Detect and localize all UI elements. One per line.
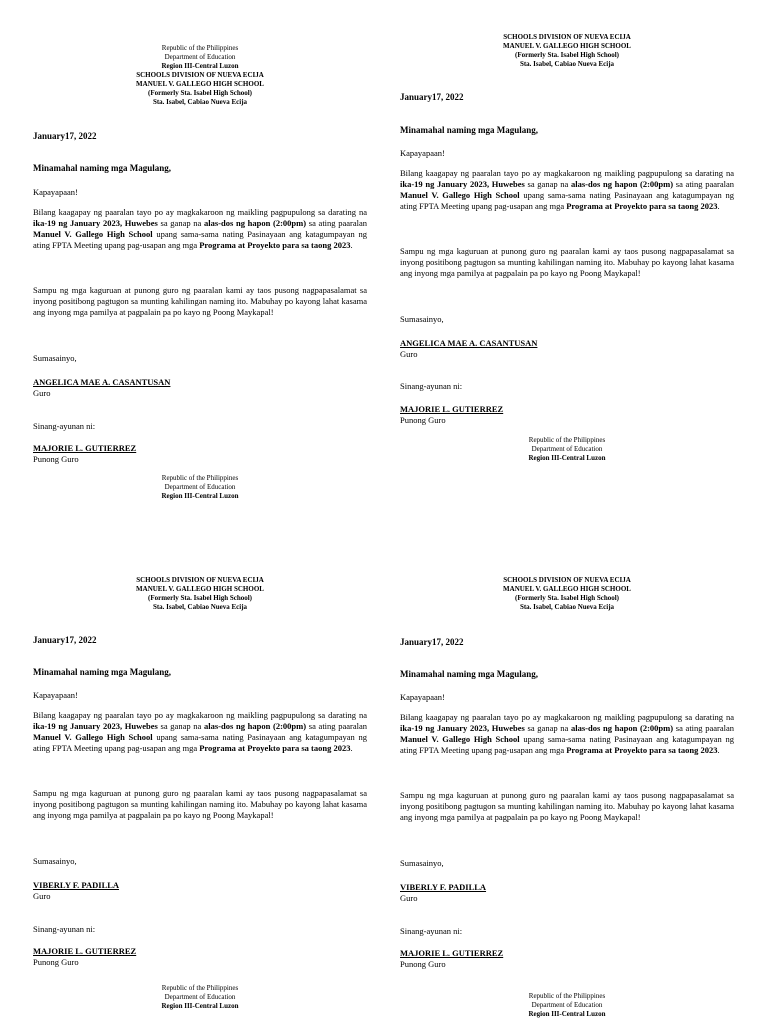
p1-meeting-time: alas-dos ng hapon (2:00pm) <box>571 179 674 189</box>
p1-school-name: Manuel V. Gallego High School <box>400 190 520 200</box>
letter-closing: Sumasainyo, <box>400 314 444 324</box>
teacher-role: Guro <box>400 893 418 903</box>
header-formerly: (Formerly Sta. Isabel High School) <box>147 89 253 97</box>
letter-paragraph-1 <box>400 712 734 756</box>
letter-greeting: Kapayapaan! <box>33 187 78 197</box>
letter-paragraph-1 <box>400 168 734 212</box>
teacher-name: ANGELICA MAE A. CASANTUSAN <box>400 338 538 348</box>
header-address: Sta. Isabel, Cabiao Nueva Ecija <box>152 603 248 611</box>
p1-meeting-date: ika-19 ng January 2023, Huwebes <box>400 179 525 189</box>
header-deped: Department of Education <box>164 993 236 1001</box>
p1-meeting-date: ika-19 ng January 2023, Huwebes <box>33 721 158 731</box>
teacher-name: ANGELICA MAE A. CASANTUSAN <box>33 377 171 387</box>
header-formerly: (Formerly Sta. Isabel High School) <box>514 594 620 602</box>
letter-header <box>33 44 367 107</box>
p1-meeting-date: ika-19 ng January 2023, Huwebes <box>33 218 158 228</box>
header-address: Sta. Isabel, Cabiao Nueva Ecija <box>519 60 615 68</box>
header-region: Region III-Central Luzon <box>161 1002 239 1010</box>
approval-label: Sinang-ayunan ni: <box>33 421 96 431</box>
p1-text: sa ating paaralan <box>306 721 368 731</box>
letter-greeting: Kapayapaan! <box>400 148 445 158</box>
header-school: MANUEL V. GALLEGO HIGH SCHOOL <box>503 42 631 50</box>
approval-label: Sinang-ayunan ni: <box>400 926 463 936</box>
letter-date: January17, 2022 <box>400 637 464 647</box>
footer-header <box>400 436 734 463</box>
p1-school-name: Manuel V. Gallego High School <box>33 229 153 239</box>
p1-text: sa ganap na <box>157 721 204 731</box>
teacher-name: VIBERLY F. PADILLA <box>400 882 487 892</box>
header-formerly: (Formerly Sta. Isabel High School) <box>514 51 620 59</box>
header-region: Region III-Central Luzon <box>161 492 239 500</box>
header-region: Region III-Central Luzon <box>528 1010 606 1018</box>
header-school: MANUEL V. GALLEGO HIGH SCHOOL <box>136 80 264 88</box>
p1-text: sa ganap na <box>157 218 204 228</box>
principal-role: Punong Guro <box>33 957 79 967</box>
approval-label: Sinang-ayunan ni: <box>33 924 96 934</box>
p1-agenda: Programa at Proyekto para sa taong 2023 <box>566 745 718 755</box>
p1-text: Bilang kaagapay ng paaralan tayo po ay magkakaroon ng maikling pagpupulong sa darating na <box>400 712 734 722</box>
p1-text: . <box>350 240 353 250</box>
header-school: MANUEL V. GALLEGO HIGH SCHOOL <box>503 585 631 593</box>
p1-text: . <box>350 743 353 753</box>
p1-agenda: Programa at Proyekto para sa taong 2023 <box>199 240 351 250</box>
letter-closing: Sumasainyo, <box>33 856 77 866</box>
p1-text: upang sama-sama nating Pasinayaan ang katagumpayan ng ating FPTA Meeting upang pag-usapan ang mga <box>33 732 367 753</box>
letter-bottom-left <box>33 560 367 1024</box>
p1-text: upang sama-sama nating Pasinayaan ang katagumpayan ng ating FPTA Meeting upang pag-usapan ang mga <box>400 734 734 755</box>
header-school: MANUEL V. GALLEGO HIGH SCHOOL <box>136 585 264 593</box>
letter-closing: Sumasainyo, <box>33 353 77 363</box>
letter-closing: Sumasainyo, <box>400 858 444 868</box>
teacher-role: Guro <box>33 388 51 398</box>
header-republic: Republic of the Philippines <box>161 984 239 992</box>
p1-text: sa ganap na <box>524 723 571 733</box>
letter-header <box>400 33 734 69</box>
approval-label: Sinang-ayunan ni: <box>400 381 463 391</box>
p1-text: . <box>717 745 720 755</box>
letter-salutation: Minamahal naming mga Magulang, <box>33 667 172 677</box>
footer-header <box>400 992 734 1019</box>
p1-text: Bilang kaagapay ng paaralan tayo po ay magkakaroon ng maikling pagpupulong sa darating na <box>33 207 367 217</box>
teacher-name: VIBERLY F. PADILLA <box>33 880 120 890</box>
letter-header <box>33 576 367 612</box>
letter-greeting: Kapayapaan! <box>400 692 445 702</box>
header-deped: Department of Education <box>531 445 603 453</box>
header-division: SCHOOLS DIVISION OF NUEVA ECIJA <box>503 33 631 41</box>
principal-role: Punong Guro <box>400 959 446 969</box>
teacher-role: Guro <box>33 891 51 901</box>
header-republic: Republic of the Philippines <box>161 44 239 52</box>
header-deped: Department of Education <box>164 483 236 491</box>
header-deped: Department of Education <box>531 1001 603 1009</box>
principal-name: MAJORIE L. GUTIERREZ <box>400 948 504 958</box>
letter-salutation: Minamahal naming mga Magulang, <box>33 163 172 173</box>
p1-text: upang sama-sama nating Pasinayaan ang katagumpayan ng ating FPTA Meeting upang pag-usapan ang mga <box>33 229 367 250</box>
header-address: Sta. Isabel, Cabiao Nueva Ecija <box>519 603 615 611</box>
letter-salutation: Minamahal naming mga Magulang, <box>400 125 539 135</box>
letter-date: January17, 2022 <box>33 635 97 645</box>
letter-paragraph-1 <box>33 207 367 251</box>
letter-header <box>400 576 734 612</box>
letter-date: January17, 2022 <box>400 92 464 102</box>
header-republic: Republic of the Philippines <box>528 992 606 1000</box>
p1-text: upang sama-sama nating Pasinayaan ang katagumpayan ng ating FPTA Meeting upang pag-usapan ang mga <box>400 190 734 211</box>
letter-salutation: Minamahal naming mga Magulang, <box>400 669 539 679</box>
principal-name: MAJORIE L. GUTIERREZ <box>400 404 504 414</box>
p1-text: sa ating paaralan <box>673 723 735 733</box>
letter-paragraph-2: Sampu ng mga kaguruan at punong guro ng paaralan kami ay taos pusong nagpapasalamat sa inyong positibong pagtugon sa munting kahilingan naming ito. Mabuhay po kayong lahat kasama ang inyong mga pamilya at pagpalain pa po kayo ng Poong Maykapal! <box>400 790 734 822</box>
principal-name: MAJORIE L. GUTIERREZ <box>33 946 137 956</box>
header-republic: Republic of the Philippines <box>161 474 239 482</box>
p1-text: sa ganap na <box>524 179 571 189</box>
p1-text: sa ating paaralan <box>673 179 735 189</box>
principal-role: Punong Guro <box>33 454 79 464</box>
header-region: Region III-Central Luzon <box>528 454 606 462</box>
footer-header <box>33 474 367 501</box>
header-division: SCHOOLS DIVISION OF NUEVA ECIJA <box>136 71 264 79</box>
principal-role: Punong Guro <box>400 415 446 425</box>
letter-greeting: Kapayapaan! <box>33 690 78 700</box>
header-division: SCHOOLS DIVISION OF NUEVA ECIJA <box>136 576 264 584</box>
p1-agenda: Programa at Proyekto para sa taong 2023 <box>566 201 718 211</box>
p1-text: . <box>717 201 720 211</box>
letter-top-left <box>33 0 367 520</box>
p1-agenda: Programa at Proyekto para sa taong 2023 <box>199 743 351 753</box>
letter-top-right <box>400 0 734 520</box>
header-formerly: (Formerly Sta. Isabel High School) <box>147 594 253 602</box>
p1-school-name: Manuel V. Gallego High School <box>400 734 520 744</box>
header-address: Sta. Isabel, Cabiao Nueva Ecija <box>152 98 248 106</box>
teacher-role: Guro <box>400 349 418 359</box>
p1-meeting-date: ika-19 ng January 2023, Huwebes <box>400 723 525 733</box>
header-division: SCHOOLS DIVISION OF NUEVA ECIJA <box>503 576 631 584</box>
principal-name: MAJORIE L. GUTIERREZ <box>33 443 137 453</box>
letter-paragraph-2: Sampu ng mga kaguruan at punong guro ng paaralan kami ay taos pusong nagpapasalamat sa inyong positibong pagtugon sa munting kahilingan naming ito. Mabuhay po kayong lahat kasama ang inyong mga pamilya at pagpalain pa po kayo ng Poong Maykapal! <box>400 246 734 278</box>
header-republic: Republic of the Philippines <box>528 436 606 444</box>
letter-date: January17, 2022 <box>33 131 97 141</box>
letter-bottom-right <box>400 560 734 1024</box>
p1-text: Bilang kaagapay ng paaralan tayo po ay magkakaroon ng maikling pagpupulong sa darating na <box>400 168 734 178</box>
p1-school-name: Manuel V. Gallego High School <box>33 732 153 742</box>
p1-text: sa ating paaralan <box>306 218 368 228</box>
p1-text: Bilang kaagapay ng paaralan tayo po ay magkakaroon ng maikling pagpupulong sa darating na <box>33 710 367 720</box>
p1-meeting-time: alas-dos ng hapon (2:00pm) <box>204 218 307 228</box>
header-region: Region III-Central Luzon <box>161 62 239 70</box>
letter-paragraph-1 <box>33 710 367 754</box>
p1-meeting-time: alas-dos ng hapon (2:00pm) <box>571 723 674 733</box>
letter-paragraph-2: Sampu ng mga kaguruan at punong guro ng paaralan kami ay taos pusong nagpapasalamat sa inyong positibong pagtugon sa munting kahilingan naming ito. Mabuhay po kayong lahat kasama ang inyong mga pamilya at pagpalain pa po kayo ng Poong Maykapal! <box>33 285 367 317</box>
letter-paragraph-2: Sampu ng mga kaguruan at punong guro ng paaralan kami ay taos pusong nagpapasalamat sa inyong positibong pagtugon sa munting kahilingan naming ito. Mabuhay po kayong lahat kasama ang inyong mga pamilya at pagpalain pa po kayo ng Poong Maykapal! <box>33 788 367 820</box>
header-deped: Department of Education <box>164 53 236 61</box>
p1-meeting-time: alas-dos ng hapon (2:00pm) <box>204 721 307 731</box>
footer-header <box>33 984 367 1011</box>
